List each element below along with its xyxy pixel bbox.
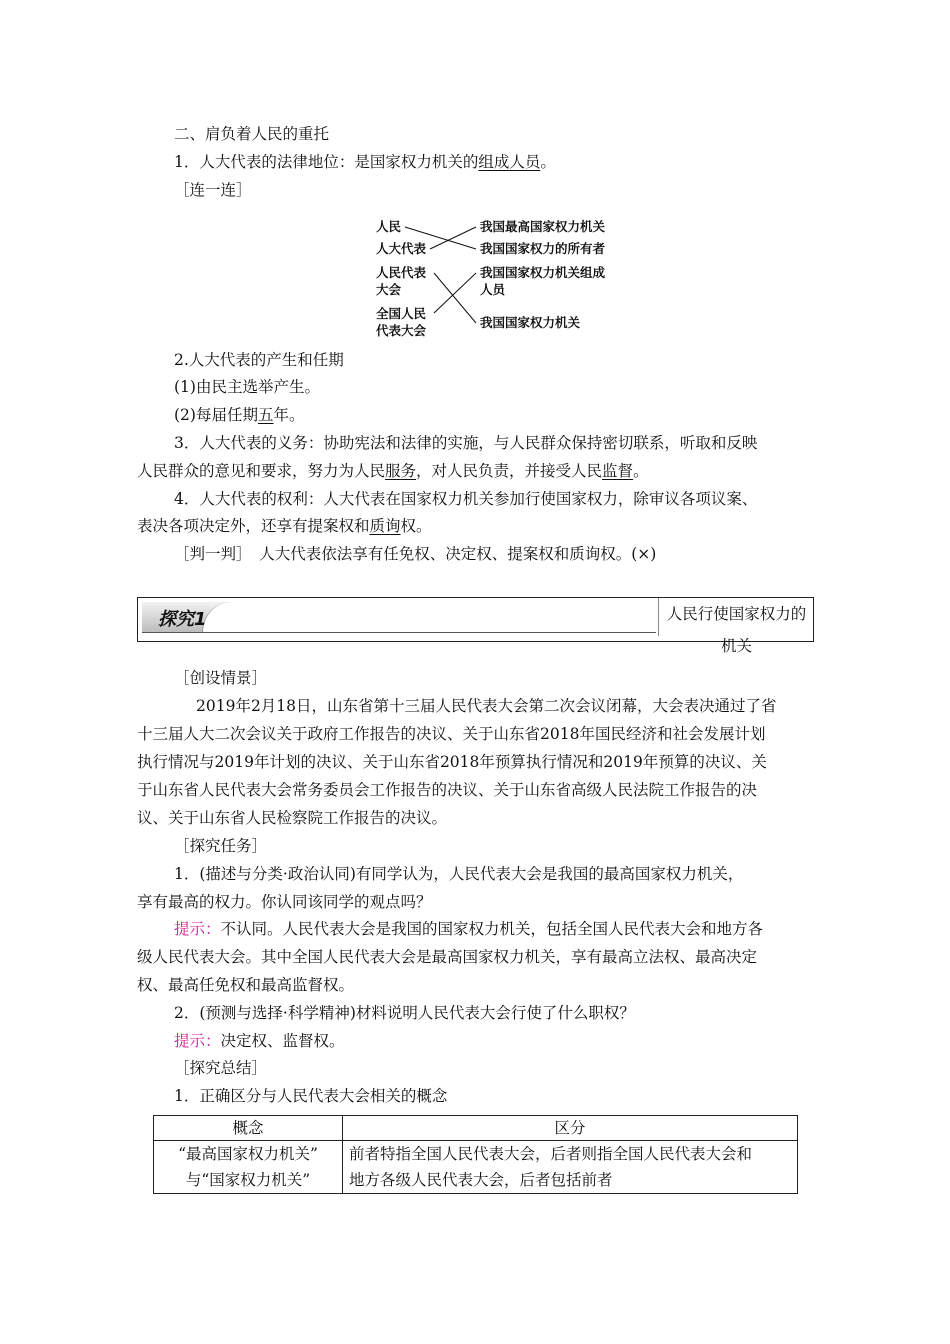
concept-line-2: 与“国家权力机关”	[185, 1171, 311, 1189]
diagram-left-4a: 全国人民	[376, 306, 427, 321]
question-1-line-2: 享有最高的权力。你认同该同学的观点吗？	[137, 893, 432, 911]
question-1-line-1: 1．(描述与分类·政治认同)有同学认为，人民代表大会是我国的最高国家权力机关，	[174, 865, 744, 883]
lianyilian-label: ［连一连］	[174, 181, 252, 199]
item-4-text-b: 权。	[400, 517, 432, 535]
answer-2	[174, 1031, 854, 1051]
explore-tag	[142, 602, 656, 633]
item-2-a: (1)由民主选举产生。	[174, 378, 320, 396]
item-2-b-suffix: 年。	[273, 406, 305, 424]
table-row	[154, 1141, 798, 1194]
item-3-line-1: 3．人大代表的义务：协助宪法和法律的实施，与人民群众保持密切联系，听取和反映	[174, 434, 758, 452]
diagram-right-2: 我国国家权力的所有者	[480, 241, 606, 256]
item-4-line-2	[137, 516, 817, 536]
item-4-text-a: 表决各项决定外，还享有提案权和	[137, 517, 370, 535]
link-quanguo	[434, 273, 476, 313]
scene-line-5: 议、关于山东省人民检察院工作报告的决议。	[137, 809, 448, 827]
concept-table	[153, 1115, 798, 1194]
diff-line-1: 前者特指全国人民代表大会，后者则指全国人民代表大会和	[349, 1145, 753, 1163]
item-2-b-text: (2)每届任期	[174, 406, 258, 424]
explore-tag-label: 探究1	[158, 609, 207, 630]
tag-sweep	[202, 602, 657, 632]
item-2-b	[174, 405, 854, 425]
link-renmin-daibiao-dahui	[434, 273, 476, 323]
scene-line-1: 2019年2月18日，山东省第十三届人民代表大会第二次会议闭幕，大会表决通过了省	[196, 697, 777, 715]
scene-line-3: 执行情况与2019年计划的决议、关于山东省2018年预算执行情况和2019年预算的决议、关	[137, 753, 767, 771]
diagram-right-3b: 人员	[480, 282, 506, 297]
answer-1-line-1	[174, 919, 854, 939]
item-3-line-2	[137, 461, 817, 481]
item-1-suffix: 。	[540, 153, 556, 171]
summary-item-1: 1．正确区分与人民代表大会相关的概念	[174, 1087, 448, 1105]
diagram-left-1: 人民	[376, 219, 402, 234]
scene-label: ［创设情景］	[174, 669, 268, 687]
item-3-text-b: ，对人民负责，并接受人民	[416, 462, 603, 480]
item-2-title: 2.人大代表的产生和任期	[174, 351, 344, 369]
hint-label-2: 提示：	[174, 1032, 221, 1050]
hint-label-1: 提示：	[174, 920, 221, 938]
table-cell-concept	[154, 1141, 343, 1194]
diagram-right-4: 我国国家权力机关	[480, 315, 581, 330]
matching-diagram	[372, 213, 622, 343]
diagram-right-3a: 我国国家权力机关组成	[480, 265, 606, 280]
link-renda-daibiao	[430, 227, 476, 249]
diagram-right-1: 我国最高国家权力机关	[480, 219, 606, 234]
item-4-line-1: 4．人大代表的权利：人大代表在国家权力机关参加行使国家权力，除审议各项议案、	[174, 490, 758, 508]
explore-title: 人民行使国家权力的机关	[666, 605, 807, 655]
item-1-key: 组成人员	[478, 153, 541, 171]
item-3-text-a: 人民群众的意见和要求，努力为人民	[137, 462, 386, 480]
explore-section-header	[137, 597, 814, 655]
item-1-text: 1．人大代表的法律地位：是国家权力机关的	[174, 153, 479, 171]
item-3-key-2: 监督	[602, 462, 634, 480]
item-4-key: 质询	[369, 517, 401, 535]
section-heading: 二、肩负着人民的重托	[174, 125, 330, 143]
table-header-concept: 概念	[154, 1116, 343, 1141]
table-header-diff: 区分	[343, 1116, 798, 1141]
item-2-b-key: 五	[257, 406, 274, 424]
question-2: 2．(预测与选择·科学精神)材料说明人民代表大会行使了什么职权？	[174, 1004, 635, 1022]
answer-1-line-2: 级人民代表大会。其中全国人民代表大会是最高国家权力机关，享有最高立法权、最高决定	[137, 948, 758, 966]
diagram-left-2: 人大代表	[376, 241, 427, 256]
judge-line: ［判一判］ 人大代表依法享有任免权、决定权、提案权和质询权。(×)	[174, 545, 657, 563]
scene-line-2: 十三届人大二次会议关于政府工作报告的决议、关于山东省2018年国民经济和社会发展计划	[137, 725, 766, 743]
diagram-left-4b: 代表大会	[376, 323, 427, 338]
header-divider	[658, 598, 659, 636]
diagram-left-3a: 人民代表	[376, 265, 427, 280]
summary-label: ［探究总结］	[174, 1059, 268, 1077]
item-3-text-c: 。	[633, 462, 649, 480]
diagram-left-3b: 大会	[376, 282, 402, 297]
answer-1-text: 不认同。人民代表大会是我国的国家权力机关，包括全国人民代表大会和地方各	[220, 920, 764, 938]
scene-line-4: 于山东省人民代表大会常务委员会工作报告的决议、关于山东省高级人民法院工作报告的决	[137, 781, 758, 799]
answer-1-line-3: 权、最高任免权和最高监督权。	[137, 976, 355, 994]
task-label: ［探究任务］	[174, 837, 268, 855]
table-header-row	[154, 1116, 798, 1141]
item-3-key-1: 服务	[385, 462, 417, 480]
diff-line-2: 地方各级人民代表大会，后者包括前者	[349, 1171, 613, 1189]
answer-2-text: 决定权、监督权。	[220, 1032, 345, 1050]
item-1	[174, 152, 854, 172]
concept-line-1: “最高国家权力机关”	[178, 1145, 318, 1163]
table-cell-diff	[343, 1141, 798, 1194]
